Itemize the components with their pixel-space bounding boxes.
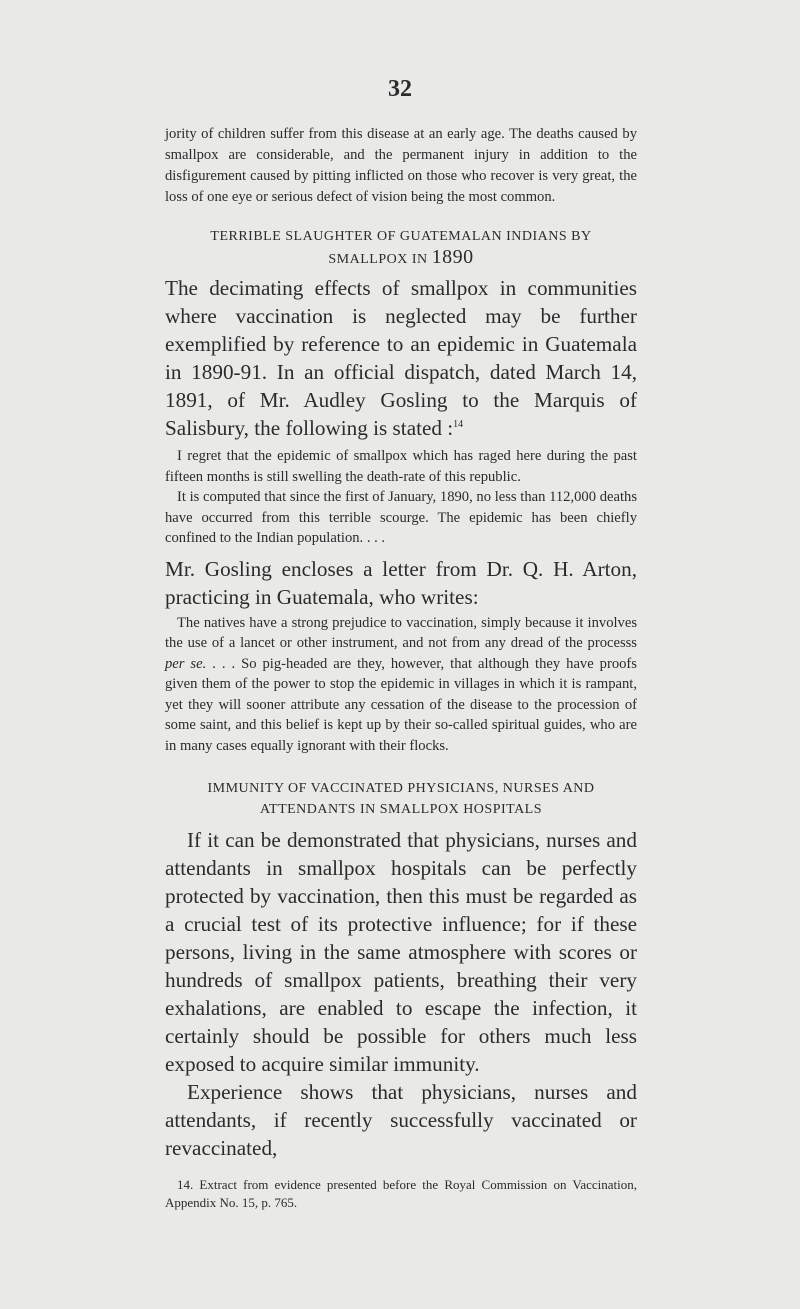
arton-letter-text-before: The natives have a strong prejudice to vaccination, simply because it involves the use of a lancet or other instrument, and not from any dread of the processs	[165, 614, 637, 651]
immunity-paragraph: If it can be demonstrated that physicians, nurses and attendants in smallpox hospitals can be perfectly protected by vaccination, then this must be regarded as a crucial test of its protective influence; for if these persons, living in the same atmosphere with scores or hundreds of smallpox patients, breathing their very exhalations, are enabled to escape the infection, it certainly should be possible for others much less exposed to acquire similar immunity.	[165, 828, 637, 1076]
section-heading-immunity-line2: ATTENDANTS IN SMALLPOX HOSPITALS	[259, 802, 543, 817]
section-heading-guatemala-year: 1890	[431, 246, 474, 268]
experience-paragraph: Experience shows that physicians, nurses and attendants, if recently successfully vaccinated or revaccinated,	[165, 1080, 637, 1160]
section-heading-immunity	[165, 778, 637, 820]
section-heading-guatemala-line2: SMALLPOX IN	[328, 252, 428, 267]
footnote-14: 14. Extract from evidence presented before the Royal Commission on Vaccination, Appendix No. 15, p. 765.	[165, 1177, 637, 1210]
dispatch-quote-para-1: I regret that the epidemic of smallpox which has raged here during the past fifteen months is still swelling the death-rate of this republic.	[165, 448, 637, 485]
dispatch-quote	[165, 446, 637, 549]
opening-paragraph: jority of children suffer from this disease at an early age. The deaths caused by smallpox are considerable, and the permanent injury in addition to the disfigurement caused by pitting inflicted on those who recover is very great, the loss of one eye or serious defect of vision being the most common.	[165, 126, 637, 205]
section-heading-immunity-line1: IMMUNITY OF VACCINATED PHYSICIANS, NURSES AND	[207, 781, 595, 796]
section-heading-guatemala-line1: TERRIBLE SLAUGHTER OF GUATEMALAN INDIANS BY	[210, 229, 592, 244]
page-content	[165, 124, 637, 1212]
dispatch-quote-para-2: It is computed that since the first of January, 1890, no less than 112,000 deaths have occurred from this terrible scourge. The epidemic has been chiefly confined to the Indian population. . . .	[165, 489, 637, 546]
guatemala-intro-paragraph	[165, 274, 637, 442]
arton-letter-quote	[165, 613, 637, 757]
gosling-letter-paragraph: Mr. Gosling encloses a letter from Dr. Q. H. Arton, practicing in Guatemala, who writes:	[165, 556, 637, 609]
arton-letter-text-after: . . . So pig-headed are they, however, that although they have proofs given them of the power to stop the epidemic in villages in which it is rampant, yet they will sooner attribute any cessation of the disease to the procession of some saint, and this belief is kept up by their so-called spiritual guides, who are in many cases equally ignorant with their flocks.	[165, 655, 637, 754]
arton-letter-italic: per se.	[165, 655, 207, 672]
page-number: 32	[388, 76, 412, 102]
section-heading-guatemala	[165, 226, 637, 270]
footnote-ref-14: 14	[453, 418, 464, 430]
guatemala-intro-text: The decimating effects of smallpox in communities where vaccination is neglected may be further exemplified by reference to an epidemic in Guatemala in 1890-91. In an official dispatch, dated March 14, 1891, of Mr. Audley Gosling to the Marquis of Salisbury, the following is stated :	[165, 276, 637, 440]
